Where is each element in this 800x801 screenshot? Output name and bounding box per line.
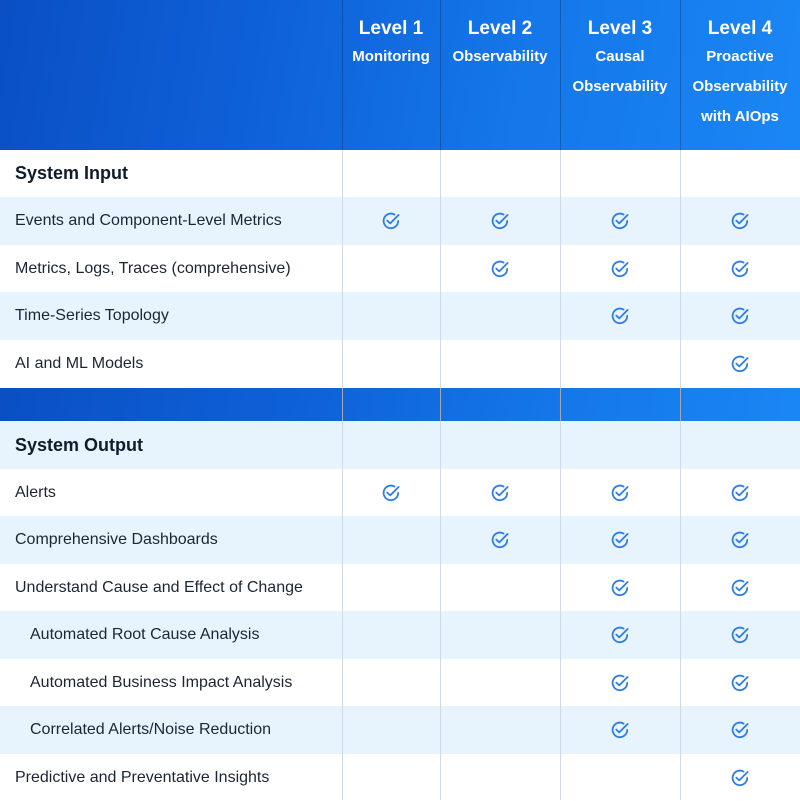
row-label: AI and ML Models bbox=[15, 355, 144, 372]
check-circle-icon bbox=[730, 625, 750, 645]
header-level-3 bbox=[560, 0, 680, 150]
column-divider bbox=[440, 388, 441, 421]
check-circle-icon bbox=[730, 354, 750, 374]
level-2-title: Level 2 bbox=[467, 18, 533, 39]
column-divider bbox=[680, 0, 681, 150]
check-circle-icon bbox=[610, 673, 630, 693]
row-label: Predictive and Preventative Insights bbox=[15, 768, 270, 786]
header-level-1 bbox=[342, 0, 440, 150]
column-divider bbox=[342, 388, 343, 421]
check-circle-icon bbox=[490, 211, 510, 231]
level-1-name: Monitoring bbox=[352, 48, 430, 65]
check-circle-icon bbox=[730, 306, 750, 326]
row-label: Events and Component-Level Metrics bbox=[15, 212, 282, 229]
header-level-4 bbox=[680, 0, 800, 150]
check-circle-icon bbox=[610, 211, 630, 231]
check-circle-icon bbox=[730, 768, 750, 788]
column-divider bbox=[560, 388, 561, 421]
check-circle-icon bbox=[610, 259, 630, 279]
check-circle-icon bbox=[610, 306, 630, 326]
level-3-title: Level 3 bbox=[587, 18, 653, 39]
column-divider bbox=[440, 150, 441, 800]
check-circle-icon bbox=[381, 211, 401, 231]
column-divider bbox=[680, 150, 681, 800]
header-level-2 bbox=[440, 0, 560, 150]
row-label: Alerts bbox=[15, 483, 56, 501]
column-divider bbox=[342, 0, 343, 150]
section-title: System Output bbox=[15, 434, 144, 455]
check-circle-icon bbox=[730, 720, 750, 740]
check-circle-icon bbox=[730, 211, 750, 231]
check-circle-icon bbox=[381, 483, 401, 503]
level-1-title: Level 1 bbox=[358, 18, 424, 39]
row-label: Automated Business Impact Analysis bbox=[30, 673, 293, 691]
level-4-title: Level 4 bbox=[707, 18, 773, 39]
check-circle-icon bbox=[610, 720, 630, 740]
check-circle-icon bbox=[610, 530, 630, 550]
section-title: System Input bbox=[15, 163, 129, 183]
check-circle-icon bbox=[730, 483, 750, 503]
level-3-name: Causal Observability bbox=[572, 48, 668, 95]
level-2-name: Observability bbox=[452, 48, 548, 65]
row-label: Time-Series Topology bbox=[15, 307, 169, 324]
level-4-name: Proactive Observability with AIOps bbox=[692, 48, 788, 125]
row-label: Metrics, Logs, Traces (comprehensive) bbox=[15, 259, 291, 277]
column-divider bbox=[440, 0, 441, 150]
check-circle-icon bbox=[610, 625, 630, 645]
check-circle-icon bbox=[730, 259, 750, 279]
check-circle-icon bbox=[490, 530, 510, 550]
check-circle-icon bbox=[610, 483, 630, 503]
check-circle-icon bbox=[730, 673, 750, 693]
column-divider bbox=[680, 388, 681, 421]
column-divider bbox=[560, 0, 561, 150]
row-label: Correlated Alerts/Noise Reduction bbox=[30, 721, 272, 738]
column-divider bbox=[342, 150, 343, 800]
row-label: Understand Cause and Effect of Change bbox=[15, 578, 303, 596]
check-circle-icon bbox=[490, 259, 510, 279]
check-circle-icon bbox=[730, 530, 750, 550]
row-label: Comprehensive Dashboards bbox=[15, 531, 218, 548]
row-label: Automated Root Cause Analysis bbox=[30, 626, 260, 643]
check-circle-icon bbox=[610, 578, 630, 598]
check-circle-icon bbox=[490, 483, 510, 503]
check-circle-icon bbox=[730, 578, 750, 598]
column-divider bbox=[560, 150, 561, 800]
